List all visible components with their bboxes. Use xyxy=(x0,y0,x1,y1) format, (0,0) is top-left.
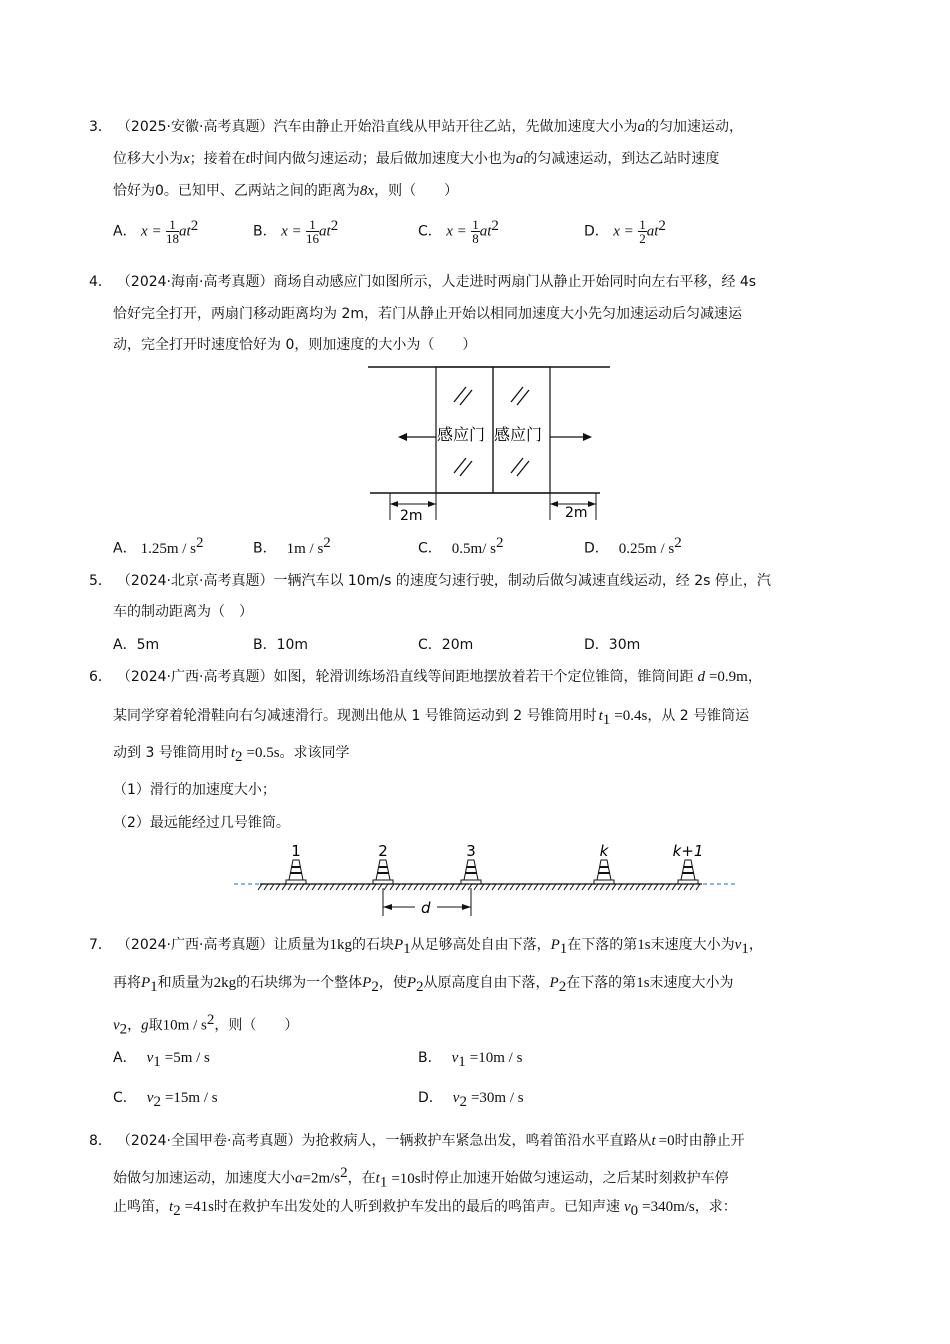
q8-line-2: 始做匀加速运动，加速度大小$a=2m/s^2$，在$t_1 =10s$时停止加速开始做匀速运动，之后某时刻救护车停 xyxy=(113,1165,729,1191)
q3-line-2: 位移大小为x；接着在t时间内做匀速运动；最后做加速度大小也为a的匀减速运动，到达乙站时速度 xyxy=(113,151,720,167)
sliding-door-figure xyxy=(360,360,620,525)
ground-hatch xyxy=(258,884,700,890)
q6-sub-1: （1）滑行的加速度大小； xyxy=(113,782,276,798)
spacing-label: d xyxy=(421,899,431,917)
cone-3 xyxy=(461,842,481,884)
q5-option-d[interactable]: D．30m xyxy=(584,637,641,653)
cone-track-figure xyxy=(230,838,740,920)
cone-label: k xyxy=(599,842,609,860)
q4-line-1: 4． （2024·海南·高考真题）商场自动感应门如图所示，人走进时两扇门从静止开始同时向左右平移，经 4s xyxy=(89,274,757,290)
door-label-right: 感应门 xyxy=(494,425,543,444)
q6-line-1: 6． （2024·广西·高考真题）如图，轮滑训练场沿直线等间距地摆放着若干个定位锥筒，锥筒间距 d =0.9m， xyxy=(89,669,762,685)
q5-option-b[interactable]: B．10m xyxy=(253,637,309,653)
q4-option-d[interactable]: D． $0.25m / s^2$ xyxy=(584,535,682,557)
q6-sub-2: （2）最远能经过几号锥筒。 xyxy=(113,815,290,831)
q4-option-b[interactable]: B． $1m / s^2$ xyxy=(253,535,331,557)
q7-option-a[interactable]: A． $v_1 =5m / s$ xyxy=(113,1050,210,1070)
q3-option-a[interactable]: A． x = $\frac{1}{18}$ $at^2$ xyxy=(113,217,199,247)
cone-label: k+1 xyxy=(672,842,704,860)
cone-2 xyxy=(373,842,393,884)
q5-line-2: 车的制动距离为（ ） xyxy=(113,604,253,620)
q3-line-3: 恰好为0。已知甲、乙两站之间的距离为8x，则（ ） xyxy=(113,183,459,199)
cone-label: 1 xyxy=(291,842,301,860)
cone-1 xyxy=(286,842,306,884)
cone-label: 2 xyxy=(378,842,388,860)
q6-line-2: 某同学穿着轮滑鞋向右匀减速滑行。现测出他从 1 号锥筒运动到 2 号锥筒用时 $t_1 =0.4s$，从 2 号锥筒运 xyxy=(113,708,750,728)
q3-option-d[interactable]: D． x = $\frac{1}{2}$ $at^2$ xyxy=(584,217,666,247)
door-label-left: 感应门 xyxy=(437,425,486,444)
q5-option-a[interactable]: A．5m xyxy=(113,637,160,653)
q7-option-b[interactable]: B． $v_1 =10m / s$ xyxy=(418,1050,523,1070)
q4-option-c[interactable]: C． 0.5m/ $s^2$ xyxy=(418,535,504,557)
q5-option-c[interactable]: C．20m xyxy=(418,637,474,653)
q5-line-1: 5． （2024·北京·高考真题）一辆汽车以 10m/s 的速度匀速行驶，制动后做匀减速直线运动，经 2s 停止，汽 xyxy=(89,573,771,589)
q4-line-2: 恰好完全打开，两扇门移动距离均为 2m，若门从静止开始以相同加速度大小先匀加速运动后匀减速运 xyxy=(113,306,742,322)
q4-line-3: 动，完全打开时速度恰好为 0，则加速度的大小为（ ） xyxy=(113,337,477,353)
cone-4 xyxy=(594,842,614,884)
q8-line-3: 止鸣笛，$t_2 =41s$时在救护车出发处的人听到救护车发出的最后的鸣笛声。已知声速 $v_0 =340m/s$，求： xyxy=(113,1199,737,1219)
q7-option-d[interactable]: D． $v_2 =30m / s$ xyxy=(418,1090,524,1110)
q7-line-3: $v_2$，g取$10m / s^2$，则（ ） xyxy=(113,1012,299,1038)
q6-line-3: 动到 3 号锥筒用时 $t_2 =0.5s$。求该同学 xyxy=(113,745,350,765)
q3-option-c[interactable]: C． x = $\frac{1}{8}$ $at^2$ xyxy=(418,217,499,247)
dim-label-left: 2m xyxy=(400,508,423,524)
q7-option-c[interactable]: C． $v_2 =15m / s$ xyxy=(113,1090,218,1110)
q8-line-1: 8． （2024·全国甲卷·高考真题）为抢救病人，一辆救护车紧急出发，鸣着笛沿水平直路从t =0时由静止开 xyxy=(89,1133,745,1149)
q3-line-1: 3． （2025·安徽·高考真题）汽车由静止开始沿直线从甲站开往乙站，先做加速度大小为a的匀加速运动， xyxy=(89,119,743,135)
dim-label-right: 2m xyxy=(565,505,588,521)
cone-label: 3 xyxy=(466,842,476,860)
q3-option-b[interactable]: B． x = $\frac{1}{16}$ $at^2$ xyxy=(253,217,339,247)
q4-option-a[interactable]: A． $1.25m / s^2$ xyxy=(113,535,204,557)
q7-line-1: 7． （2024·广西·高考真题）让质量为1kg的石块$P_1$从足够高处自由下落，$P_1$在下落的第1s末速度大小为$v_1$， xyxy=(89,937,763,957)
cone-5 xyxy=(673,842,704,884)
q7-line-2: 再将$P_1$和质量为2kg的石块绑为一个整体$P_2$，使$P_2$从原高度自由下落，$P_2$在下落的第1s末速度大小为 xyxy=(113,975,734,995)
